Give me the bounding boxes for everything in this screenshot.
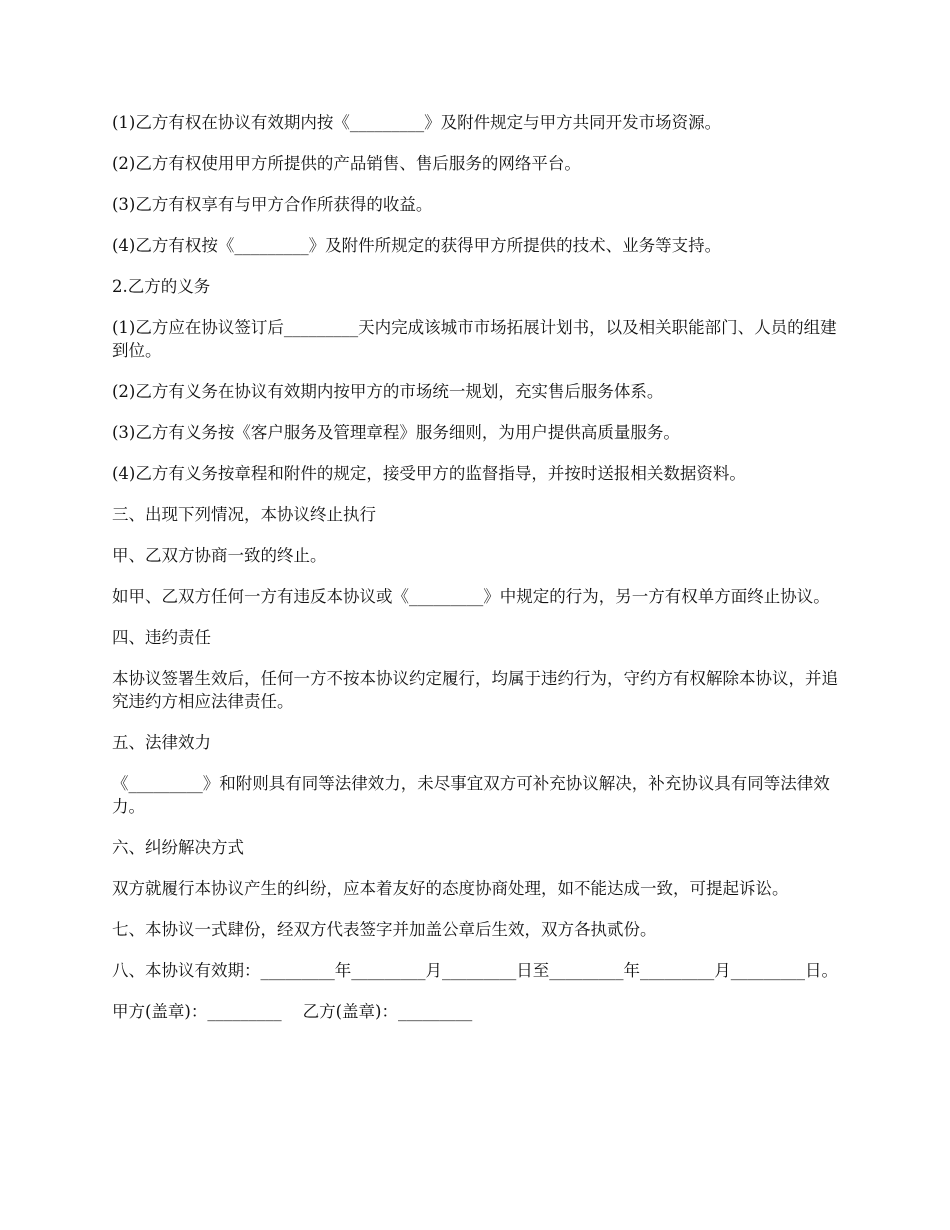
section-heading-obligations: 2.乙方的义务 (112, 277, 211, 296)
section-heading-termination: 三、出现下列情况，本协议终止执行 (112, 505, 376, 524)
clause-rights-2: (2)乙方有权使用甲方所提供的产品销售、售后服务的网络平台。 (112, 154, 581, 173)
clause-obligations-1: (1)乙方应在协议签订后_________天内完成该城市市场拓展计划书，以及相关职能部门、人员的组建到位。 (112, 318, 837, 360)
copies-clause: 七、本协议一式肆份，经双方代表签字并加盖公章后生效，双方各执贰份。 (112, 920, 657, 939)
signature-line: 甲方(盖章)：_________ 乙方(盖章)：_________ (112, 1002, 473, 1021)
section-heading-legal-effect: 五、法律效力 (112, 733, 211, 752)
clause-rights-4: (4)乙方有权按《_________》及附件所规定的获得甲方所提供的技术、业务等支持。 (112, 236, 722, 255)
validity-period-clause: 八、本协议有效期：_________年_________月_________日至_________年_________月_________日。 (112, 961, 838, 980)
termination-clause-2: 如甲、乙双方任何一方有违反本协议或《_________》中规定的行为，另一方有权单方面终止协议。 (112, 587, 830, 606)
section-heading-liability: 四、违约责任 (112, 628, 211, 647)
section-heading-dispute: 六、纠纷解决方式 (112, 838, 244, 857)
liability-clause: 本协议签署生效后，任何一方不按本协议约定履行，均属于违约行为，守约方有权解除本协议，并追究违约方相应法律责任。 (112, 669, 838, 711)
clause-rights-3: (3)乙方有权享有与甲方合作所获得的收益。 (112, 195, 433, 214)
clause-obligations-3: (3)乙方有义务按《客户服务及管理章程》服务细则，为用户提供高质量服务。 (112, 423, 680, 442)
termination-clause-1: 甲、乙双方协商一致的终止。 (112, 546, 327, 565)
clause-obligations-4: (4)乙方有义务按章程和附件的规定，接受甲方的监督指导，并按时送报相关数据资料。 (112, 464, 746, 483)
document-body (112, 111, 842, 1041)
legal-effect-clause: 《_________》和附则具有同等法律效力，未尽事宜双方可补充协议解决，补充协议具有同等法律效力。 (112, 774, 830, 816)
clause-obligations-2: (2)乙方有义务在协议有效期内按甲方的市场统一规划，充实售后服务体系。 (112, 382, 664, 401)
dispute-clause: 双方就履行本协议产生的纠纷，应本着友好的态度协商处理，如不能达成一致，可提起诉讼。 (112, 879, 789, 898)
clause-rights-1: (1)乙方有权在协议有效期内按《_________》及附件规定与甲方共同开发市场资源。 (112, 113, 722, 132)
